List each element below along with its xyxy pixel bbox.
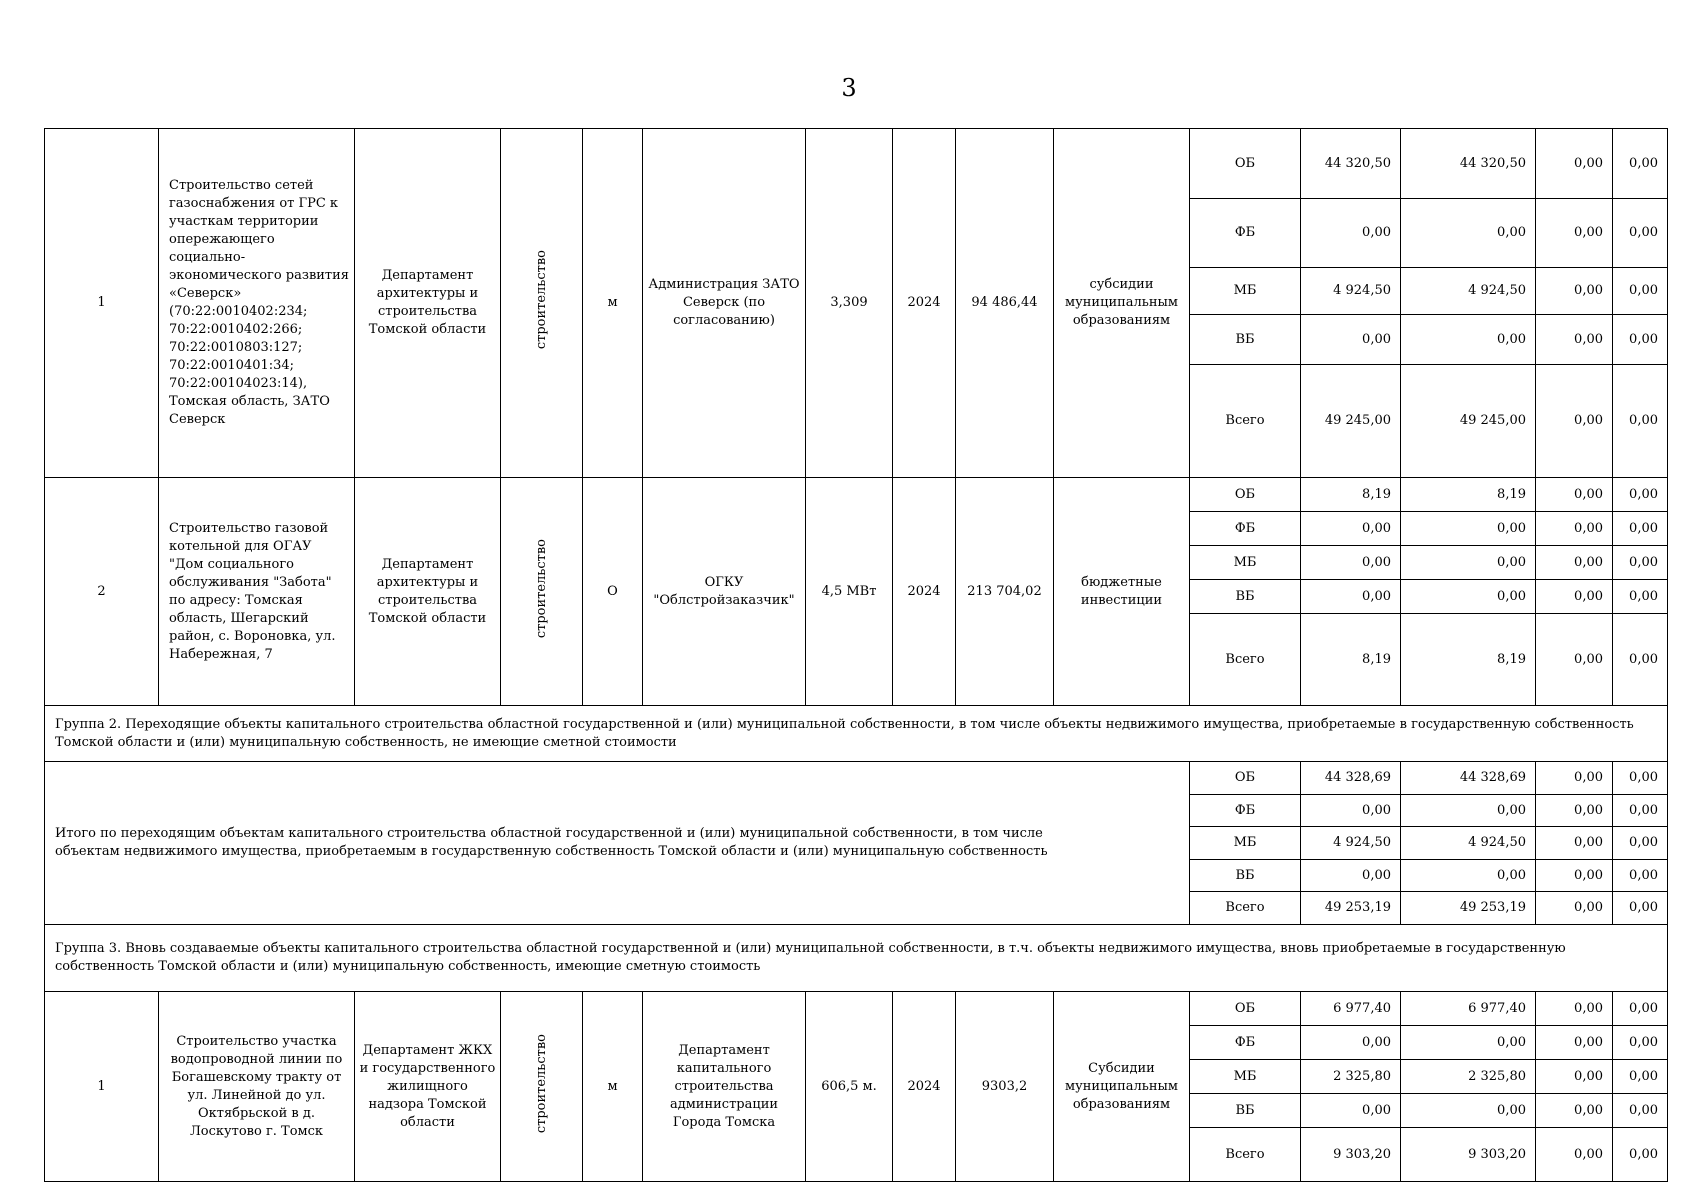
funding-value: 44 320,50: [1301, 129, 1401, 199]
funding-source: ОБ: [1190, 992, 1301, 1026]
funding-value: 44 328,69: [1401, 762, 1536, 795]
funding-source: ФБ: [1190, 795, 1301, 827]
total-label-text: Итого по переходящим объектам капитального строительства областной государственной и (или) муниципальной собственности, в том числе объектам недвижимого имущества, приобретаемым в государственную собственность Томской области и (или) муниципальную собственность: [55, 826, 1048, 859]
funding-value: 9 303,20: [1301, 1128, 1401, 1182]
funding-value: 0,00: [1613, 478, 1668, 512]
department: Департамент архитектуры и строительства Томской области: [355, 129, 501, 478]
funding-value: 0,00: [1536, 1094, 1613, 1128]
funding-value: 0,00: [1613, 992, 1668, 1026]
object-name: Строительство сетей газоснабжения от ГРС к участкам территории опережающего социально-экономического развития «Северск» (70:22:0010402:234; 70:22:0010402:266; 70:22:0010803:127; 70:22:0010401:34; 70:22:00104023:14), Томская область, ЗАТО Северск: [159, 129, 355, 478]
funding-value: 9 303,20: [1401, 1128, 1536, 1182]
funding-source: ФБ: [1190, 512, 1301, 546]
funding-value: 0,00: [1536, 1128, 1613, 1182]
funding-value: 0,00: [1613, 892, 1668, 925]
funding-value: 8,19: [1401, 614, 1536, 706]
funding-value: 0,00: [1301, 199, 1401, 268]
funding-value: 44 328,69: [1301, 762, 1401, 795]
funding-value: 0,00: [1613, 827, 1668, 860]
funding-value: 0,00: [1536, 992, 1613, 1026]
table-row: [45, 478, 1668, 512]
funding-value: 0,00: [1613, 614, 1668, 706]
funding-source: МБ: [1190, 1060, 1301, 1094]
funding-value: 49 253,19: [1401, 892, 1536, 925]
funding-source: ФБ: [1190, 199, 1301, 268]
work-type: строительство: [501, 992, 583, 1182]
customer: Администрация ЗАТО Северск (по согласованию): [643, 129, 806, 478]
estimated-cost: 94 486,44: [956, 129, 1054, 478]
funding-value: 0,00: [1301, 512, 1401, 546]
funding-value: 8,19: [1301, 478, 1401, 512]
funding-value: 4 924,50: [1301, 268, 1401, 315]
funding-value: 0,00: [1301, 546, 1401, 580]
total-row: [45, 762, 1668, 795]
funding-source: ОБ: [1190, 129, 1301, 199]
estimated-cost: 213 704,02: [956, 478, 1054, 706]
funding-value: 0,00: [1536, 762, 1613, 795]
funding-value: 0,00: [1301, 315, 1401, 365]
unit: О: [583, 478, 643, 706]
funding-value: 0,00: [1613, 315, 1668, 365]
row-number: 2: [45, 478, 159, 706]
funding-value: 0,00: [1401, 795, 1536, 827]
department: Департамент архитектуры и строительства Томской области: [355, 478, 501, 706]
financing-form: Субсидии муниципальным образованиям: [1054, 992, 1190, 1182]
customer: ОГКУ "Облстройзаказчик": [643, 478, 806, 706]
funding-value: 2 325,80: [1401, 1060, 1536, 1094]
funding-value: 0,00: [1401, 580, 1536, 614]
funding-source: МБ: [1190, 546, 1301, 580]
funding-value: 6 977,40: [1301, 992, 1401, 1026]
funding-value: 0,00: [1536, 1026, 1613, 1060]
funding-value: 0,00: [1613, 1128, 1668, 1182]
funding-value: 0,00: [1301, 1026, 1401, 1060]
page-number: 3: [841, 74, 857, 102]
funding-value: 0,00: [1536, 546, 1613, 580]
row-number: 1: [45, 992, 159, 1182]
funding-value: 0,00: [1613, 512, 1668, 546]
funding-source: ОБ: [1190, 478, 1301, 512]
funding-value: 0,00: [1536, 1060, 1613, 1094]
funding-value: 0,00: [1536, 795, 1613, 827]
group-heading-row: [45, 925, 1668, 992]
funding-value: 0,00: [1536, 199, 1613, 268]
funding-value: 0,00: [1613, 268, 1668, 315]
funding-value: 44 320,50: [1401, 129, 1536, 199]
funding-value: 0,00: [1401, 860, 1536, 892]
funding-value: 4 924,50: [1401, 827, 1536, 860]
year: 2024: [893, 992, 956, 1182]
funding-source: ВБ: [1190, 315, 1301, 365]
work-type: строительство: [501, 478, 583, 706]
funding-value: 0,00: [1613, 1094, 1668, 1128]
funding-source: МБ: [1190, 268, 1301, 315]
table-row: [45, 129, 1668, 199]
funding-value: 49 253,19: [1301, 892, 1401, 925]
funding-value: 8,19: [1301, 614, 1401, 706]
funding-value: 0,00: [1301, 580, 1401, 614]
funding-value: 0,00: [1536, 365, 1613, 478]
capacity: 606,5 м.: [806, 992, 893, 1182]
object-name: Строительство участка водопроводной линии по Богашевскому тракту от ул. Линейной до ул. Октябрьской в д. Лоскутово г. Томск: [159, 992, 355, 1182]
funding-source: Всего: [1190, 892, 1301, 925]
funding-value: 6 977,40: [1401, 992, 1536, 1026]
funding-value: 0,00: [1401, 512, 1536, 546]
estimated-cost: 9303,2: [956, 992, 1054, 1182]
funding-value: 0,00: [1536, 580, 1613, 614]
capital-construction-table: [44, 128, 1668, 1182]
year: 2024: [893, 478, 956, 706]
funding-source: ВБ: [1190, 580, 1301, 614]
funding-value: 0,00: [1401, 315, 1536, 365]
funding-value: 0,00: [1613, 762, 1668, 795]
funding-source: ОБ: [1190, 762, 1301, 795]
unit: м: [583, 129, 643, 478]
funding-source: ВБ: [1190, 1094, 1301, 1128]
department: Департамент ЖКХ и государственного жилищного надзора Томской области: [355, 992, 501, 1182]
funding-value: 0,00: [1536, 512, 1613, 546]
funding-value: 0,00: [1401, 1094, 1536, 1128]
funding-value: 0,00: [1536, 860, 1613, 892]
funding-source: Всего: [1190, 365, 1301, 478]
funding-value: 49 245,00: [1301, 365, 1401, 478]
row-number: 1: [45, 129, 159, 478]
funding-value: 4 924,50: [1301, 827, 1401, 860]
group2-heading: Группа 2. Переходящие объекты капитального строительства областной государственной и (или) муниципальной собственности, в том числе объекты недвижимого имущества, приобретаемые в государственную собственность Томской области и (или) муниципальную собственность, не имеющие сметной стоимости: [45, 706, 1668, 762]
funding-value: 0,00: [1613, 129, 1668, 199]
funding-value: 8,19: [1401, 478, 1536, 512]
funding-value: 0,00: [1613, 546, 1668, 580]
table-row: [45, 992, 1668, 1026]
customer: Департамент капитального строительства администрации Города Томска: [643, 992, 806, 1182]
capacity: 3,309: [806, 129, 893, 478]
funding-source: ВБ: [1190, 860, 1301, 892]
funding-value: 0,00: [1613, 199, 1668, 268]
unit: м: [583, 992, 643, 1182]
funding-value: 0,00: [1536, 614, 1613, 706]
funding-value: 0,00: [1401, 546, 1536, 580]
funding-value: 0,00: [1301, 1094, 1401, 1128]
funding-value: 0,00: [1301, 795, 1401, 827]
financing-form: субсидии муниципальным образованиям: [1054, 129, 1190, 478]
funding-source: ФБ: [1190, 1026, 1301, 1060]
funding-value: 0,00: [1401, 199, 1536, 268]
group-heading-row: [45, 706, 1668, 762]
funding-value: 4 924,50: [1401, 268, 1536, 315]
funding-value: 0,00: [1301, 860, 1401, 892]
group3-heading: Группа 3. Вновь создаваемые объекты капитального строительства областной государственной и (или) муниципальной собственности, в т.ч. объекты недвижимого имущества, вновь приобретаемые в государственную собственность Томской области и (или) муниципальную собственность, имеющие сметную стоимость: [45, 925, 1668, 992]
funding-source: Всего: [1190, 1128, 1301, 1182]
funding-value: 0,00: [1613, 365, 1668, 478]
funding-source: Всего: [1190, 614, 1301, 706]
funding-value: 0,00: [1401, 1026, 1536, 1060]
funding-value: 0,00: [1613, 1060, 1668, 1094]
funding-value: 0,00: [1536, 478, 1613, 512]
funding-source: МБ: [1190, 827, 1301, 860]
funding-value: 0,00: [1536, 892, 1613, 925]
funding-value: 0,00: [1536, 827, 1613, 860]
funding-value: 0,00: [1536, 268, 1613, 315]
year: 2024: [893, 129, 956, 478]
capacity: 4,5 МВт: [806, 478, 893, 706]
financing-form: бюджетные инвестиции: [1054, 478, 1190, 706]
work-type: строительство: [501, 129, 583, 478]
funding-value: 49 245,00: [1401, 365, 1536, 478]
funding-value: 0,00: [1536, 315, 1613, 365]
funding-value: 0,00: [1613, 580, 1668, 614]
object-name: Строительство газовой котельной для ОГАУ "Дом социального обслуживания "Забота" по адресу: Томская область, Шегарский район, с. Вороновка, ул. Набережная, 7: [159, 478, 355, 706]
funding-value: 0,00: [1536, 129, 1613, 199]
funding-value: 0,00: [1613, 860, 1668, 892]
funding-value: 0,00: [1613, 795, 1668, 827]
funding-value: 2 325,80: [1301, 1060, 1401, 1094]
funding-value: 0,00: [1613, 1026, 1668, 1060]
total-label: [45, 762, 1190, 925]
